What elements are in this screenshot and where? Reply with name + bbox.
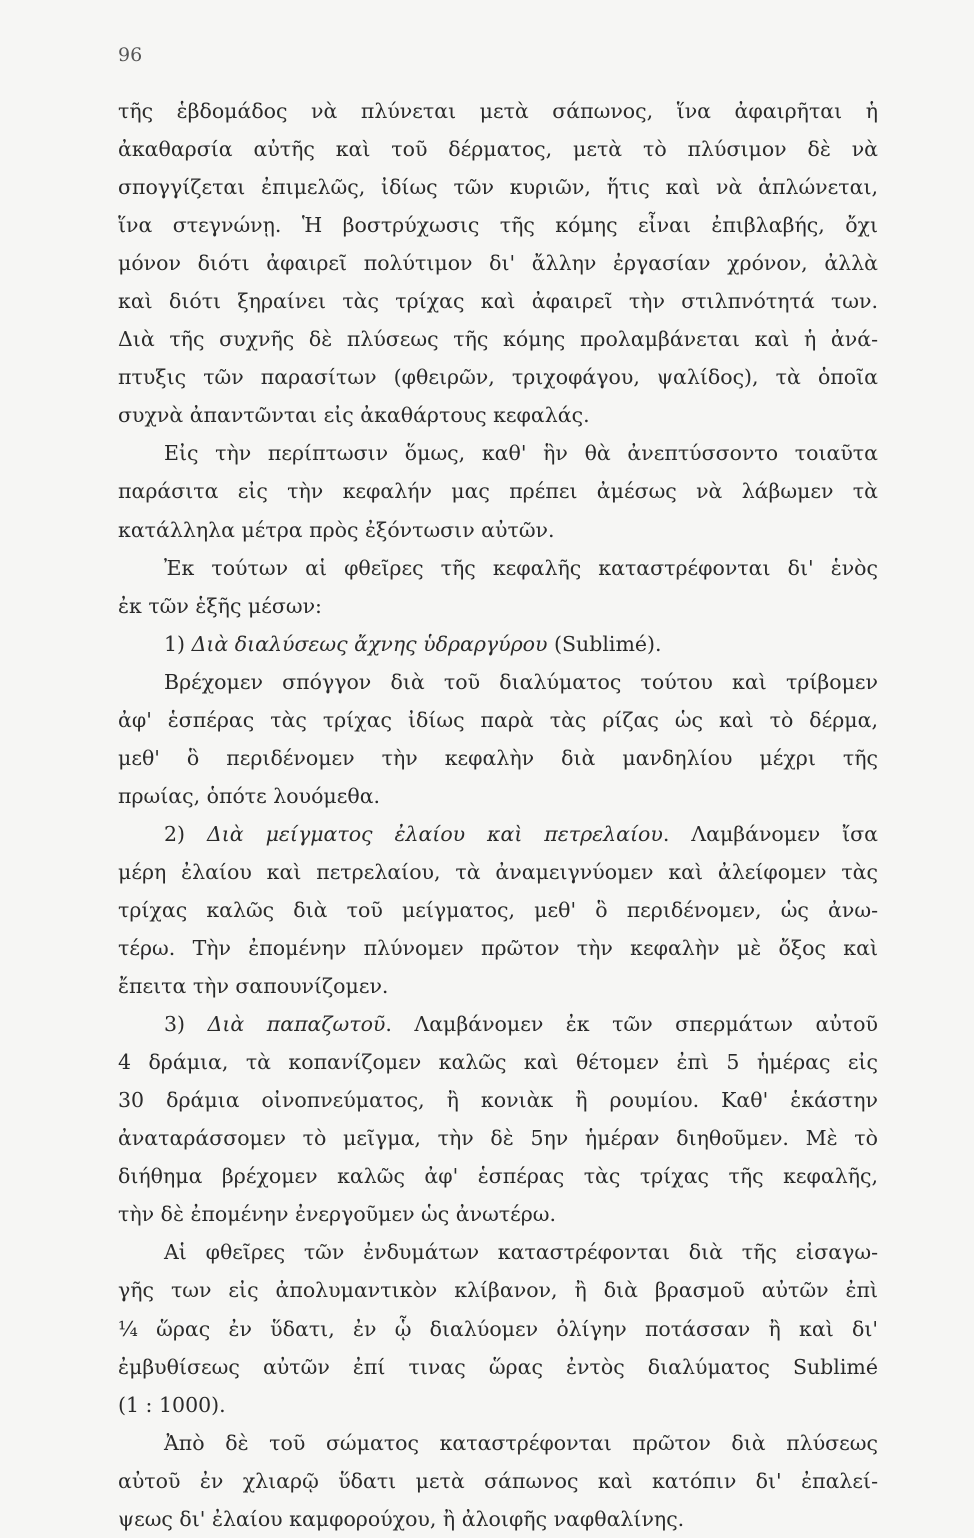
- text-line: (1 : 1000).: [118, 1392, 226, 1417]
- text-line: καὶ διότι ξηραίνει τὰς τρίχας καὶ ἀφαιρεῖ τὴν στιλπνότητά των.: [118, 289, 878, 314]
- text-line: Αἱ φθεῖρες τῶν ἐνδυμάτων καταστρέφονται διὰ τῆς εἰσαγω-: [164, 1240, 878, 1265]
- text-line: κατάλληλα μέτρα πρὸς ἐξόντωσιν αὐτῶν.: [118, 517, 555, 542]
- text-line: ἐμβυθίσεως αὐτῶν ἐπί τινας ὥρας ἐντὸς διαλύματος Sublimé: [118, 1354, 878, 1379]
- text-line: μέρη ἐλαίου καὶ πετρελαίου, τὰ ἀναμειγνύομεν καὶ ἀλείφομεν τὰς: [118, 859, 878, 884]
- text-line: μόνον διότι ἀφαιρεῖ πολύτιμον δι' ἄλλην ἐργασίαν χρόνον, ἀλλὰ: [118, 251, 878, 276]
- text-line: τῆς ἑβδομάδος νὰ πλύνεται μετὰ σάπωνος, ἵνα ἀφαιρῆται ἡ: [118, 99, 878, 123]
- text-line: 30 δράμια οἰνοπνεύματος, ἢ κονιὰκ ἢ ρουμίου. Καθ' ἑκάστην: [118, 1088, 878, 1113]
- text-line: διήθημα βρέχομεν καλῶς ἀφ' ἑσπέρας τὰς τρίχας τῆς κεφαλῆς,: [118, 1164, 878, 1189]
- text-line: μεθ' ὃ περιδένομεν τὴν κεφαλὴν διὰ μανδηλίου μέχρι τῆς: [118, 745, 878, 770]
- text-fragment: 3): [164, 1012, 208, 1037]
- text-fragment: (Sublimé).: [547, 631, 662, 656]
- text-line: [118, 815, 878, 853]
- text-line: ¼ ὥρας ἐν ὕδατι, ἐν ᾧ διαλύομεν ὀλίγην ποτάσσαν ἢ καὶ δι': [118, 1316, 878, 1341]
- text-line: τὴν δὲ ἐπομένην ἐνεργοῦμεν ὡς ἀνωτέρω.: [118, 1202, 557, 1227]
- text-fragment: . Λαμβάνομεν ἐκ τῶν σπερμάτων αὐτοῦ: [385, 1012, 878, 1037]
- remedy-title: Διὰ μείγματος ἐλαίου καὶ πετρελαίου: [206, 821, 663, 846]
- text-line: πτυξις τῶν παρασίτων (φθειρῶν, τριχοφάγου, ψαλίδος), τὰ ὁποῖα: [118, 365, 878, 390]
- text-fragment: . Λαμβάνομεν ἴσα: [662, 821, 878, 846]
- text-line: ἀκαθαρσία αὐτῆς καὶ τοῦ δέρματος, μετὰ τὸ πλύσιμον δὲ νὰ: [118, 137, 878, 162]
- text-line: Ἀπὸ δὲ τοῦ σώματος καταστρέφονται πρῶτον διὰ πλύσεως: [164, 1430, 878, 1455]
- text-line: Βρέχομεν σπόγγον διὰ τοῦ διαλύματος τούτου καὶ τρίβομεν: [164, 669, 878, 694]
- text-line: τέρω. Τὴν ἐπομένην πλύνομεν πρῶτον τὴν κεφαλὴν μὲ ὄξος καὶ: [118, 936, 878, 961]
- text-line: [118, 1005, 878, 1043]
- text-line: αὐτοῦ ἐν χλιαρῷ ὕδατι μετὰ σάπωνος καὶ κατόπιν δι' ἐπαλεί-: [118, 1468, 878, 1493]
- text-line: παράσιτα εἰς τὴν κεφαλήν μας πρέπει ἀμέσως νὰ λάβωμεν τὰ: [118, 479, 878, 504]
- text-fragment: 2): [164, 821, 207, 846]
- remedy-title: Διὰ παπαζωτοῦ: [207, 1012, 386, 1037]
- body-text: [118, 92, 878, 1538]
- remedy-title: Διὰ διαλύσεως ἄχνης ὑδραργύρου: [191, 631, 548, 656]
- text-line: ἀφ' ἑσπέρας τὰς τρίχας ἰδίως παρὰ τὰς ρίζας ὡς καὶ τὸ δέρμα,: [118, 707, 878, 732]
- text-line: Ἐκ τούτων αἱ φθεῖρες τῆς κεφαλῆς καταστρέφονται δι' ἑνὸς: [164, 555, 878, 580]
- text-fragment: 1): [164, 631, 192, 656]
- text-line: ἵνα στεγνώνῃ. Ἡ βοστρύχωσις τῆς κόμης εἶναι ἐπιβλαβής, ὄχι: [118, 213, 878, 238]
- text-line: 4 δράμια, τὰ κοπανίζομεν καλῶς καὶ θέτομεν ἐπὶ 5 ἡμέρας εἰς: [118, 1050, 878, 1075]
- text-line: [118, 625, 878, 663]
- text-line: Εἰς τὴν περίπτωσιν ὅμως, καθ' ἣν θὰ ἀνεπτύσσοντο τοιαῦτα: [164, 441, 878, 466]
- text-line: σπογγίζεται ἐπιμελῶς, ἰδίως τῶν κυριῶν, ἥτις καὶ νὰ ἁπλώνεται,: [118, 175, 878, 200]
- page-number: 96: [118, 44, 143, 66]
- text-line: ἀναταράσσομεν τὸ μεῖγμα, τὴν δὲ 5ην ἡμέραν διηθοῦμεν. Μὲ τὸ: [118, 1126, 878, 1151]
- text-line: Διὰ τῆς συχνῆς δὲ πλύσεως τῆς κόμης προλαμβάνεται καὶ ἡ ἀνά-: [118, 327, 878, 352]
- text-line: πρωίας, ὁπότε λουόμεθα.: [118, 783, 381, 808]
- text-line: ψεως δι' ἐλαίου καμφορούχου, ἢ ἀλοιφῆς ναφθαλίνης.: [118, 1506, 685, 1531]
- text-line: γῆς των εἰς ἀπολυμαντικὸν κλίβανον, ἢ διὰ βρασμοῦ αὐτῶν ἐπὶ: [118, 1278, 878, 1303]
- text-line: ἐκ τῶν ἑξῆς μέσων:: [118, 593, 322, 618]
- text-line: συχνὰ ἀπαντῶνται εἰς ἀκαθάρτους κεφαλάς.: [118, 403, 590, 428]
- text-line: τρίχας καλῶς διὰ τοῦ μείγματος, μεθ' ὃ περιδένομεν, ὡς ἀνω-: [118, 897, 878, 922]
- text-line: ἔπειτα τὴν σαπουνίζομεν.: [118, 974, 389, 999]
